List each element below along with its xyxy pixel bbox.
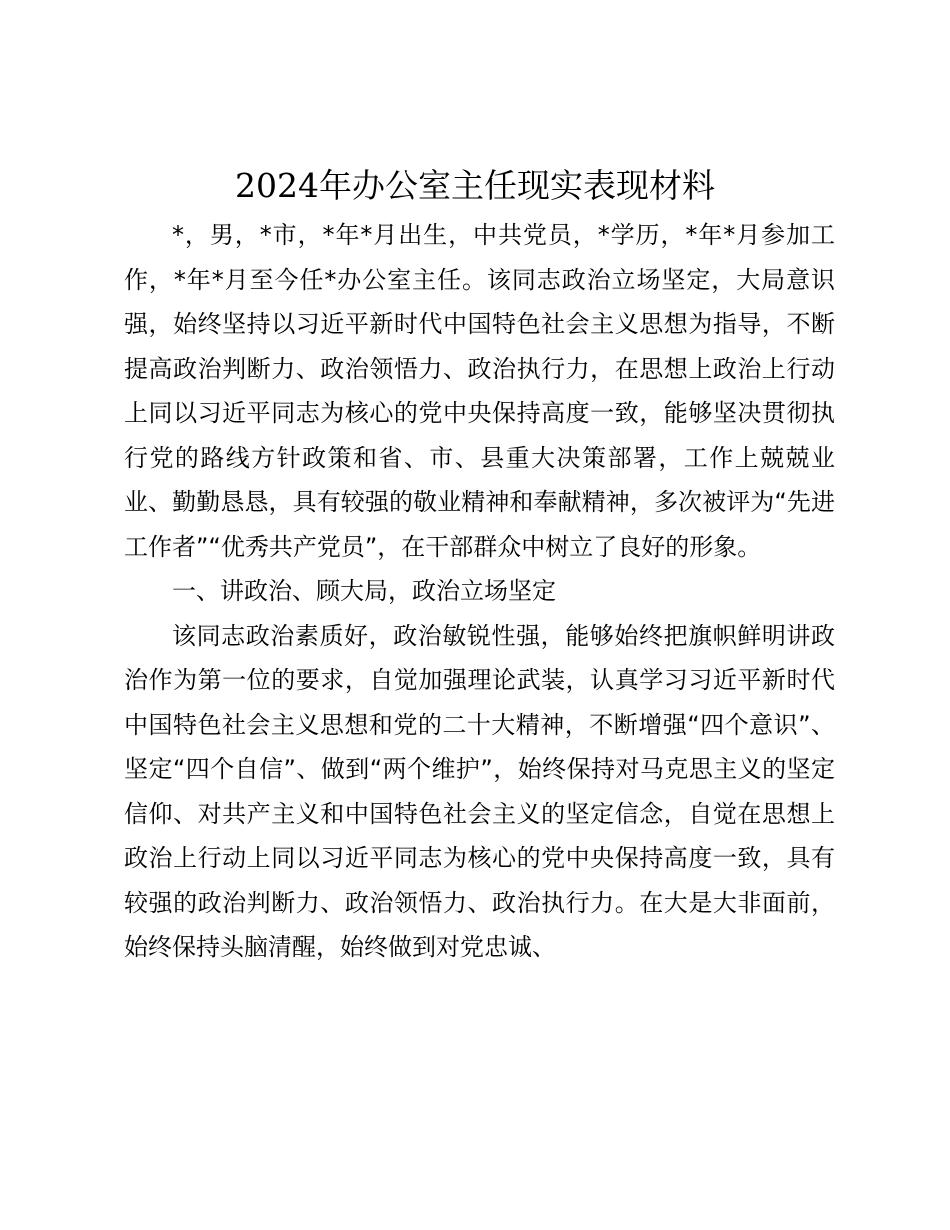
- document-title: 2024年办公室主任现实表现材料: [235, 166, 715, 205]
- section-heading-1: 一、讲政治、顾大局，政治立场坚定: [172, 577, 556, 605]
- paragraph-intro: *，男，*市，*年*月出生，中共党员，*学历，*年*月参加工作，*年*月至今任*办公室主任。该同志政治立场坚定，大局意识强，始终坚持以习近平新时代中国特色社会主义思想为指导，不断提高政治判断力、政治领悟力、政治执行力，在思想上政治上行动上同以习近平同志为核心的党中央保持高度一致，能够坚决贯彻执行党的路线方针政策和省、市、县重大决策部署，工作上兢兢业业、勤勤恳恳，具有较强的敬业精神和奉献精神，多次被评为“先进工作者”“优秀共产党员”，在干部群众中树立了良好的形象。: [124, 221, 835, 561]
- paragraph-section-1: 该同志政治素质好，政治敏锐性强，能够始终把旗帜鲜明讲政治作为第一位的要求，自觉加强理论武装，认真学习习近平新时代中国特色社会主义思想和党的二十大精神，不断增强“四个意识”、坚定“四个自信”、做到“两个维护”，始终保持对马克思主义的坚定信仰、对共产主义和中国特色社会主义的坚定信念，自觉在思想上政治上行动上同以习近平同志为核心的党中央保持高度一致，具有较强的政治判断力、政治领悟力、政治执行力。在大是大非面前，始终保持头脑清醒，始终做到对党忠诚、: [124, 621, 835, 961]
- document-body: [124, 213, 835, 970]
